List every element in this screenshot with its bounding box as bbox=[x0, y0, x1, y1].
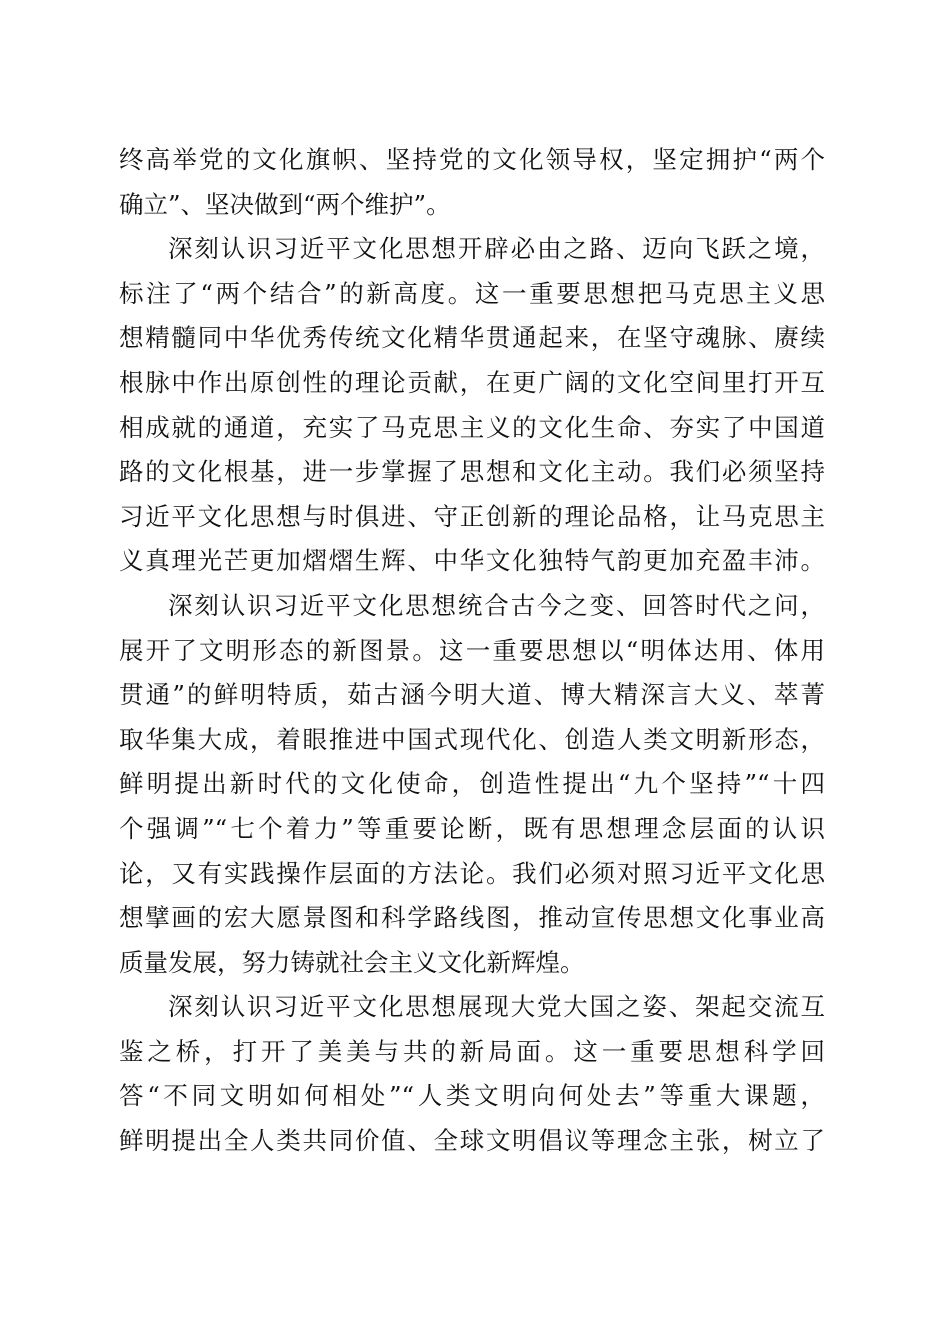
text-line: 深刻认识习近平文化思想统合古今之变、回答时代之问， bbox=[168, 590, 825, 620]
text-line: 标注了“两个结合”的新高度。这一重要思想把马克思主义思 bbox=[119, 278, 825, 308]
text-line: 相成就的通道，充实了马克思主义的文化生命、夯实了中国道 bbox=[119, 412, 825, 442]
text-line: 答“不同文明如何相处”“人类文明向何处去”等重大课题， bbox=[119, 1081, 825, 1111]
text-line: 义真理光芒更加熠熠生辉、中华文化独特气韵更加充盈丰沛。 bbox=[119, 546, 825, 576]
body-text bbox=[119, 138, 825, 1164]
text-line: 鲜明提出新时代的文化使命，创造性提出“九个坚持”“十四 bbox=[119, 769, 825, 799]
text-line: 习近平文化思想与时俱进、守正创新的理论品格，让马克思主 bbox=[119, 501, 825, 531]
text-line: 路的文化根基，进一步掌握了思想和文化主动。我们必须坚持 bbox=[119, 457, 825, 487]
text-line: 终高举党的文化旗帜、坚持党的文化领导权，坚定拥护“两个 bbox=[119, 145, 825, 174]
text-line: 质量发展，努力铸就社会主义文化新辉煌。 bbox=[119, 947, 585, 977]
text-line: 取华集大成，着眼推进中国式现代化、创造人类文明新形态， bbox=[119, 724, 825, 754]
text-line: 贯通”的鲜明特质，茹古涵今明大道、博大精深言大义、萃菁 bbox=[119, 680, 825, 710]
text-line: 根脉中作出原创性的理论贡献，在更广阔的文化空间里打开互 bbox=[119, 367, 825, 397]
text-line: 鲜明提出全人类共同价值、全球文明倡议等理念主张，树立了 bbox=[119, 1126, 825, 1156]
text-line: 展开了文明形态的新图景。这一重要思想以“明体达用、体用 bbox=[119, 635, 825, 665]
text-line: 深刻认识习近平文化思想展现大党大国之姿、架起交流互 bbox=[168, 992, 825, 1022]
text-line: 个强调”“七个着力”等重要论断，既有思想理念层面的认识 bbox=[119, 813, 825, 843]
text-line: 确立”、坚决做到“两个维护”。 bbox=[119, 189, 451, 219]
text-line: 鉴之桥，打开了美美与共的新局面。这一重要思想科学回 bbox=[119, 1036, 825, 1066]
text-line: 想擘画的宏大愿景图和科学路线图，推动宣传思想文化事业高 bbox=[119, 903, 825, 933]
text-line: 深刻认识习近平文化思想开辟必由之路、迈向飞跃之境， bbox=[168, 234, 825, 264]
text-line: 想精髓同中华优秀传统文化精华贯通起来，在坚守魂脉、赓续 bbox=[119, 323, 825, 353]
text-line: 论，又有实践操作层面的方法论。我们必须对照习近平文化思 bbox=[119, 858, 825, 888]
